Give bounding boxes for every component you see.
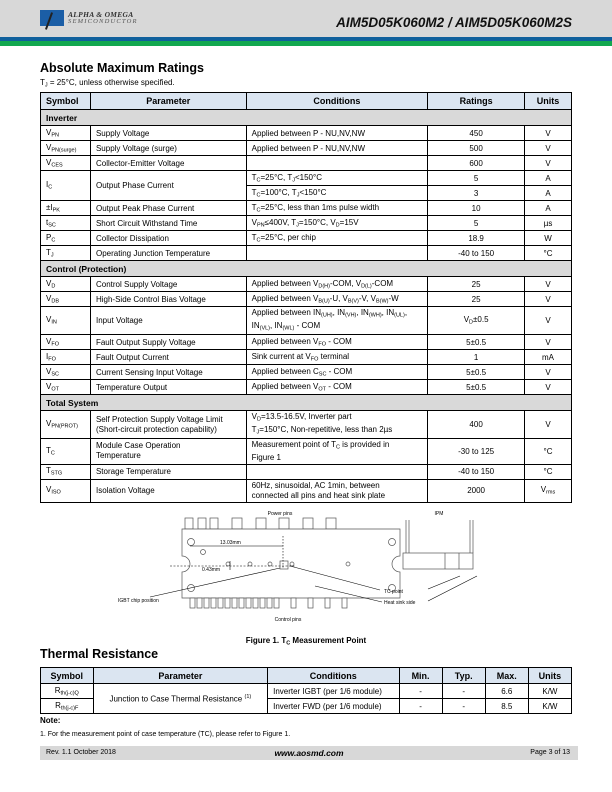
table-row: $P_C$ Collector Dissipation $T_C=25^\circ C$, per chip 18.9 W [41, 231, 572, 246]
table-row: $\pm I_{PK}$ Output Peak Phase Current $T_C=25^\circ C$, less than 1ms pulse width 10 A [41, 201, 572, 216]
table-row: $T_{STG}$ Storage Temperature -40 to 150 °C [41, 464, 572, 479]
figure-tc-measurement [110, 508, 530, 628]
table-header-row [41, 93, 572, 110]
col-parameter: Parameter [90, 93, 246, 110]
table-row: $V_{SC}$ Current Sensing Input Voltage Applied between $C_{SC}$ - COM 5±0.5 V [41, 365, 572, 380]
table-row: $V_{ISO}$ Isolation Voltage 60Hz, sinusoidal, AC 1min, between connected all pins and heat sink plate 2000 $V_{rms}$ [41, 479, 572, 502]
svg-text:0.43mm: 0.43mm [202, 567, 221, 573]
header-stripe-green [0, 41, 612, 46]
table-row: $V_{OT}$ Temperature Output Applied between $V_{OT}$ - COM 5±0.5 V [41, 380, 572, 395]
table-row: $T_J$ Operating Junction Temperature -40 to 150 °C [41, 246, 572, 261]
svg-text:IGBT chip position: IGBT chip position [118, 598, 159, 604]
table-row: $T_C$ Module Case Operation Temperature Measurement point of $T_C$ is provided in Figure 1 -30 to 125 °C [41, 439, 572, 465]
svg-text:Control pins: Control pins [274, 617, 302, 623]
website-link[interactable]: www.aosmd.com [274, 748, 344, 758]
table-row: $R_{th(j-c)F}$ Inverter FWD (per 1/6 module) - - 8.5 K/W [41, 699, 572, 714]
page-header [0, 0, 612, 37]
page-footer [40, 746, 578, 760]
table-row: $V_{FO}$ Fault Output Supply Voltage Applied between $V_{FO}$ - COM 5±0.5 V [41, 335, 572, 350]
svg-text:13.03mm: 13.03mm [220, 540, 241, 546]
section-subtitle: $T_J = 25^\circ C$, unless otherwise specified. [40, 78, 175, 89]
col-symbol: Symbol [41, 93, 91, 110]
table-row: $V_{DB}$ High-Side Control Bias Voltage Applied between $V_{B(U)}-U$, $V_{B(V)}-V$, $V_{B(W)}-W$ 25 V [41, 292, 572, 307]
section-row-control: Control (Protection) [41, 261, 572, 277]
table-row: $V_D$ Control Supply Voltage Applied between $V_{D(H)}$-COM, $V_{D(L)}$-COM 25 V [41, 277, 572, 292]
aos-logo-icon [40, 10, 64, 26]
figure-caption: Figure 1. $T_C$ Measurement Point [245, 636, 367, 647]
table-header-row: Symbol Parameter Conditions Min. Typ. Max. Units [41, 668, 572, 684]
note-item: 1. For the measurement point of case temperature (TC), please refer to Figure 1. [40, 731, 291, 738]
ipm-package-drawing [110, 508, 530, 628]
table-row: $t_{SC}$ Short Circuit Withstand Time $V_{PN}\le 400V$, $T_J=150^\circ C$, $V_D=15V$ 5 µs [41, 216, 572, 231]
table-row: $V_{CES}$ Collector-Emitter Voltage 600 V [41, 156, 572, 171]
table-row: $I_C$ Output Phase Current $T_C=25^\circ C$, $T_J<150^\circ C$ 5 A [41, 171, 572, 186]
col-conditions: Conditions [246, 93, 428, 110]
table-row: $V_{IN}$ Input Voltage Applied between $IN_{(UH)}$, $IN_{(VH)}$, $IN_{(WH)}$, $IN_{(UL)}$, $IN_{(VL)}$, $IN_{(WL)}$ - COM $V_D\pm 0.5$ V [41, 307, 572, 335]
section-row-total: Total System [41, 395, 572, 411]
page-number: Page 3 of 13 [530, 749, 570, 756]
table-row: $V_{PN(PROT)}$ Self Protection Supply Voltage Limit (Short-circuit protection capability) $V_D=13.5-16.5V$, Inverter part $T_J=150^\circ C$, Non-repetitive, less than 2µs 400 V [41, 411, 572, 439]
svg-text:Heat sink side: Heat sink side [384, 600, 416, 606]
table-row: $I_{FO}$ Fault Output Current Sink current at $V_{FO}$ terminal 1 mA [41, 350, 572, 365]
note-title: Note: [40, 716, 61, 725]
logo-line2: SEMICONDUCTOR [68, 18, 138, 25]
svg-text:Power pins: Power pins [267, 511, 293, 517]
table-row: $T_C=100^\circ C$, $T_J<150^\circ C$ 3 A [41, 186, 572, 201]
thermal-table [40, 667, 572, 714]
svg-text:IPM: IPM [434, 511, 444, 517]
table-row: $V_{PN(surge)}$ Supply Voltage (surge) Applied between P - NU,NV,NW 500 V [41, 141, 572, 156]
table-row: $R_{th(j-c)Q}$ Junction to Case Thermal Resistance $^{(1)}$ Inverter IGBT (per 1/6 module) - - 6.6 K/W [41, 684, 572, 699]
section-title-abs-max: Absolute Maximum Ratings [40, 61, 204, 75]
section-title-thermal: Thermal Resistance [40, 647, 159, 661]
col-ratings: Ratings [428, 93, 525, 110]
abs-max-table [40, 92, 572, 503]
logo-line1: ALPHA & OMEGA [68, 10, 134, 19]
svg-text:TC point: TC point [384, 589, 403, 595]
revision-text: Rev. 1.1 October 2018 [46, 749, 116, 756]
table-row: $V_{PN}$ Supply Voltage Applied between P - NU,NV,NW 450 V [41, 126, 572, 141]
company-logo [40, 10, 138, 26]
document-title: AIM5D05K060M2 / AIM5D05K060M2S [336, 15, 572, 30]
col-units: Units [525, 93, 572, 110]
section-row-inverter: Inverter [41, 110, 572, 126]
